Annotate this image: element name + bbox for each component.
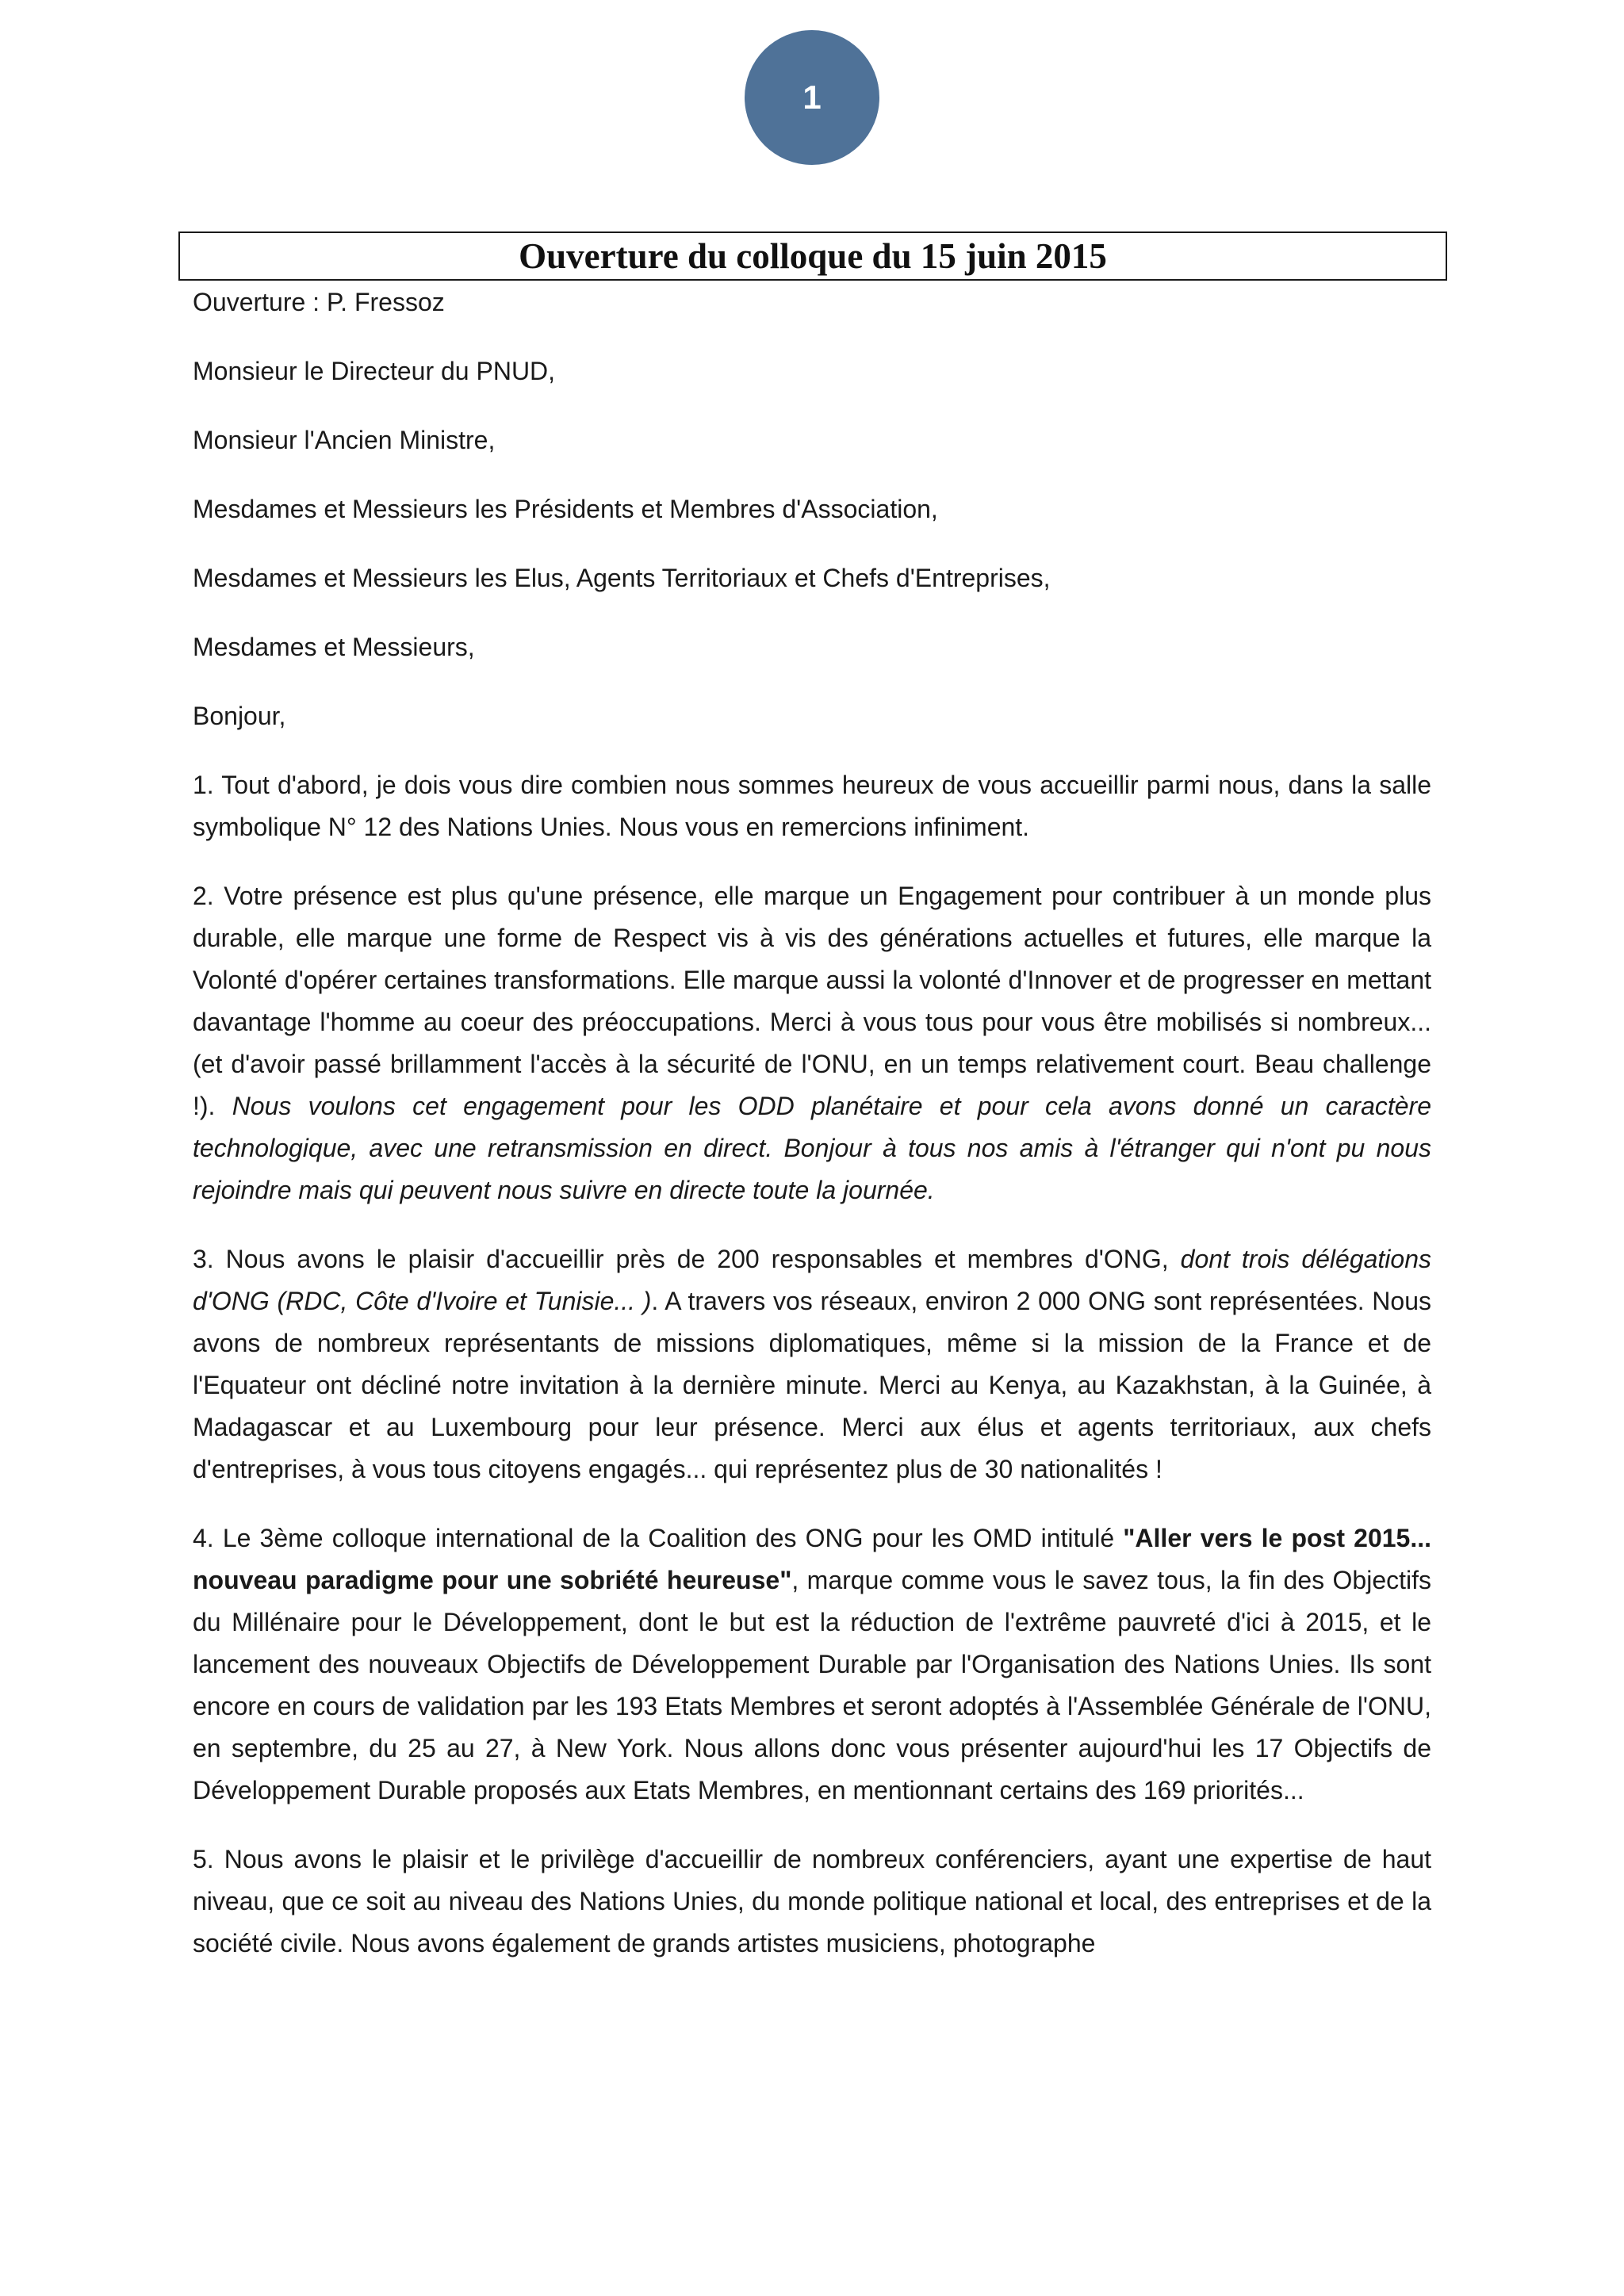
document-title: Ouverture du colloque du 15 juin 2015: [519, 236, 1107, 276]
paragraph-3-italic: dont trois délégations d'ONG (RDC, Côte d'Ivoire et Tunisie... ): [193, 1245, 1432, 1315]
paragraph-4: [193, 1517, 1431, 1812]
paragraph-2-text: 2. Votre présence est plus qu'une présence, elle marque un Engagement pour contribuer à un monde plus durable, elle marque une forme de Respect vis à vis des générations actuelles et futures, elle marque la Volonté d'opérer certaines transformations. Elle marque aussi la volonté d'Innover et de progresser en mettant davantage l'homme au coeur des préoccupations. Merci à vous tous pour vous être mobilisés si nombreux... (et d'avoir passé brillamment l'accès à la sécurité de l'ONU, en un temps relativement court. Beau challenge !).: [193, 882, 1431, 1120]
page-number: 1: [802, 78, 822, 116]
salutation-elus: Mesdames et Messieurs les Elus, Agents Territoriaux et Chefs d'Entreprises,: [193, 564, 1051, 592]
salutation-general: Mesdames et Messieurs,: [193, 633, 475, 661]
title-box: [178, 232, 1447, 281]
paragraph-5: 5. Nous avons le plaisir et le privilège d'accueillir de nombreux conférenciers, ayant une expertise de haut niveau, que ce soit au niveau des Nations Unies, du monde politique national et local, des entreprises et de la société civile. Nous avons également de grands artistes musiciens, photographe: [193, 1845, 1431, 1957]
opening-line: Ouverture : P. Fressoz: [193, 288, 445, 316]
salutation-directeur: Monsieur le Directeur du PNUD,: [193, 357, 556, 385]
paragraph-4-text-a: 4. Le 3ème colloque international de la Coalition des ONG pour les OMD intitulé: [193, 1524, 1124, 1552]
paragraph-2: [193, 875, 1431, 1211]
salutation-ministre: Monsieur l'Ancien Ministre,: [193, 426, 496, 454]
paragraph-3-text-a: 3. Nous avons le plaisir d'accueillir près de 200 responsables et membres d'ONG,: [193, 1245, 1181, 1273]
paragraph-3-text-b: . A travers vos réseaux, environ 2 000 ONG sont représentées. Nous avons de nombreux représentants de missions diplomatiques, même si la mission de la France et de l'Equateur ont décliné notre invitation à la dernière minute. Merci au Kenya, au Kazakhstan, à la Guinée, à Madagascar et au Luxembourg pour leur présence. Merci aux élus et agents territoriaux, aux chefs d'entreprises, à vous tous citoyens engagés... qui représentez plus de 30 nationalités !: [193, 1287, 1432, 1483]
salutation-bonjour: Bonjour,: [193, 702, 286, 730]
paragraph-1: 1. Tout d'abord, je dois vous dire combien nous sommes heureux de vous accueillir parmi nous, dans la salle symbolique N° 12 des Nations Unies. Nous vous en remercions infiniment.: [193, 771, 1431, 841]
document-body: [193, 281, 1431, 1992]
paragraph-2-italic: Nous voulons cet engagement pour les ODD planétaire et pour cela avons donné un caractère technologique, avec une retransmission en direct. Bonjour à tous nos amis à l'étranger qui n'ont pu nous rejoindre mais qui peuvent nous suivre en directe toute la journée.: [193, 1092, 1432, 1204]
salutation-presidents: Mesdames et Messieurs les Présidents et Membres d'Association,: [193, 495, 938, 523]
page-number-badge: [745, 30, 879, 165]
paragraph-3: [193, 1238, 1431, 1490]
paragraph-4-text-b: , marque comme vous le savez tous, la fin des Objectifs du Millénaire pour le Développement, dont le but est la réduction de l'extrême pauvreté d'ici à 2015, et le lancement des nouveaux Objectifs de Développement Durable par l'Organisation des Nations Unies. Ils sont encore en cours de validation par les 193 Etats Membres et seront adoptés à l'Assemblée Générale de l'ONU, en septembre, du 25 au 27, à New York. Nous allons donc vous présenter aujourd'hui les 17 Objectifs de Développement Durable proposés aux Etats Membres, en mentionnant certains des 169 priorités...: [193, 1566, 1432, 1804]
paragraph-4-bold: "Aller vers le post 2015... nouveau paradigme pour une sobriété heureuse": [193, 1524, 1432, 1594]
